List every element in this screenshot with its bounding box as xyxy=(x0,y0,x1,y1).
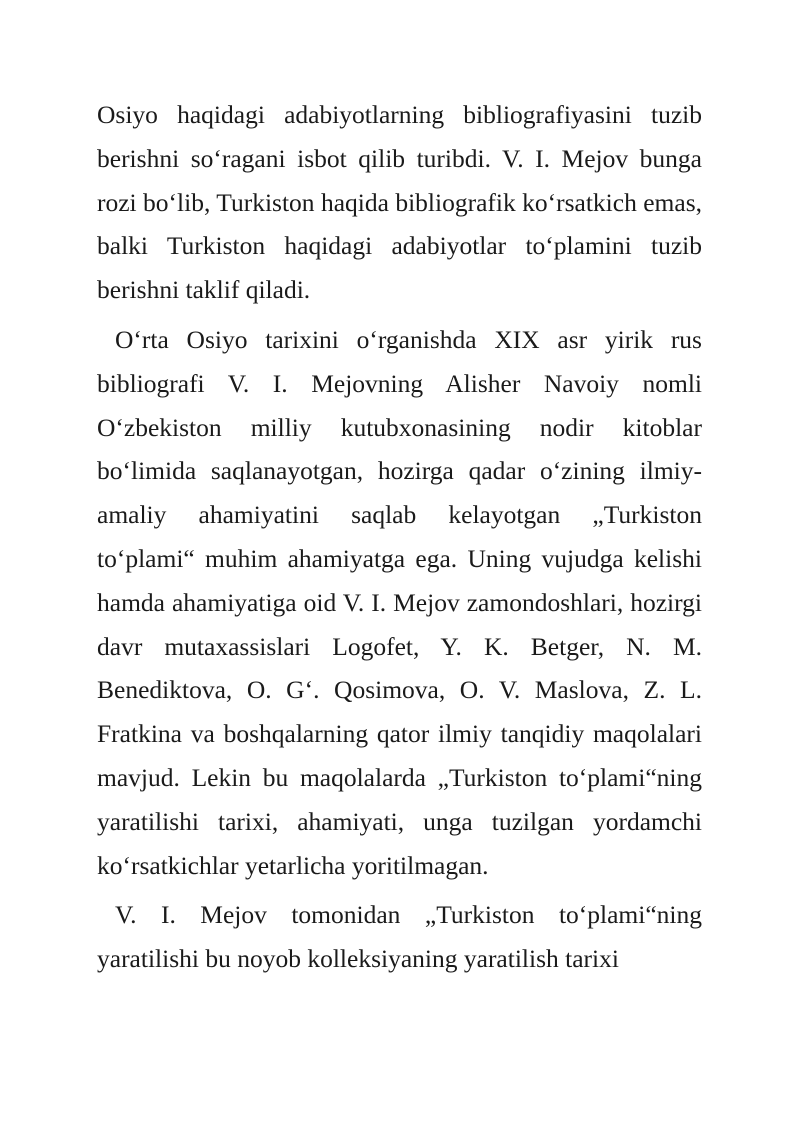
paragraph-1: Osiyo haqidagi adabiyotlarning bibliografiyasini tuzib berishni so‘ragani isbot qilib turibdi. V. I. Mejov bunga rozi bo‘lib, Turkiston haqida bibliografik ko‘rsatkich emas, balki Turkiston haqidagi adabiyotlar to‘plamini tuzib berishni taklif qiladi. xyxy=(97,100,702,305)
paragraph-2: O‘rta Osiyo tarixini o‘rganishda XIX asr yirik rus bibliografi V. I. Mejovning Alisher Navoiy nomli O‘zbekiston milliy kutubxonasining nodir kitoblar bo‘limida saqlanayotgan, hozirga qadar o‘zining ilmiy-amaliy ahamiyatini saqlab kelayotgan „Turkiston to‘plami“ muhim ahamiyatga ega. Uning vujudga kelishi hamda ahamiyatiga oid V. I. Mejov zamondoshlari, hozirgi davr mutaxassislari Logofet, Y. K. Betger, N. M. Benediktova, O. G‘. Qosimova, O. V. Maslova, Z. L. Fratkina va boshqalarning qator ilmiy tanqidiy maqolalari mavjud. Lekin bu maqolalarda „Turkiston to‘plami“ning yaratilishi tarixi, ahamiyati, unga tuzilgan yordamchi ko‘rsatkichlar yetarlicha yoritilmagan. xyxy=(97,324,702,880)
document-page xyxy=(97,93,702,981)
paragraph-3: V. I. Mejov tomonidan „Turkiston to‘plami“ning yaratilishi bu noyob kolleksiyaning yaratilish tarixi xyxy=(97,900,702,974)
